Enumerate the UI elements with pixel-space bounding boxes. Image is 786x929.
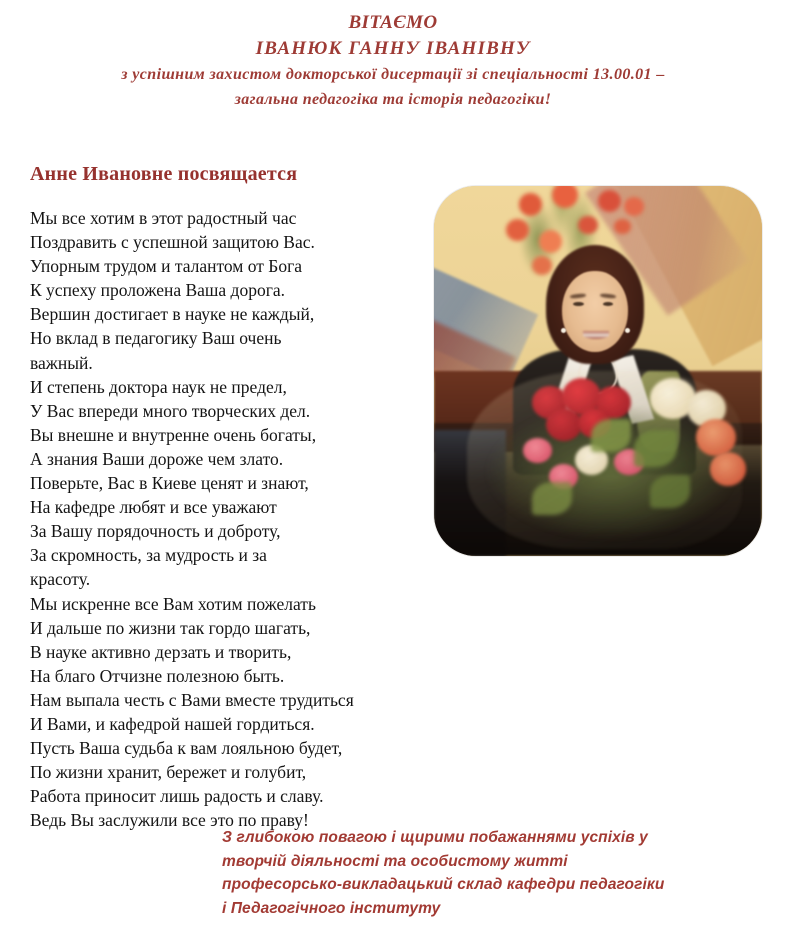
signature-line: творчій діяльності та особистому житті <box>222 852 568 870</box>
poem-line: А знания Ваши дороже чем злато. <box>30 448 284 469</box>
poem-line: За скромность, за мудрость и за <box>30 545 267 566</box>
poem-line: На кафедре любят и все уважают <box>30 497 277 518</box>
signature-line: професорсько-викладацький склад кафедри педагогіки <box>222 876 665 893</box>
poem-line: У Вас впереди много творческих дел. <box>30 400 311 421</box>
poem-line: Вы внешне и внутренне очень богаты, <box>30 424 317 445</box>
signature-line: З глибокою повагою і щирими побажаннями успіхів у <box>222 829 648 846</box>
signature-line: і Педагогічного інституту <box>222 899 441 917</box>
poem-line: Упорным трудом и талантом от Бога <box>30 256 303 277</box>
poem-line: И Вами, и кафедрой нашей гордиться. <box>30 713 315 734</box>
poem-body <box>30 206 390 832</box>
congratulation-header <box>0 10 786 112</box>
header-line-greeting: ВІТАЄМО <box>348 12 438 33</box>
honoree-photograph <box>434 186 762 556</box>
poem-line: важный. <box>30 352 93 373</box>
honoree-face <box>562 271 628 352</box>
poem-line: Ведь Вы заслужили все это по праву! <box>30 810 309 831</box>
background-bloom <box>519 193 542 215</box>
poem-line: Мы искренне все Вам хотим пожелать <box>30 593 316 614</box>
background-bloom <box>539 230 562 252</box>
poem-line: красоту. <box>30 569 91 590</box>
poem-line: По жизни хранит, бережет и голубит, <box>30 762 307 783</box>
background-bloom <box>578 216 598 235</box>
header-line-occasion: з успішним захистом докторської дисертації зі спеціальності 13.00.01 – <box>121 66 665 83</box>
poem-line: На благо Отчизне полезною быть. <box>30 665 285 686</box>
background-bloom <box>624 197 644 216</box>
background-bloom <box>614 219 630 234</box>
background-bloom <box>598 190 621 212</box>
poem-line: И степень доктора наук не предел, <box>30 376 287 397</box>
poem-line: Вершин достигает в науке не каждый, <box>30 304 315 325</box>
poem-line: Но вклад в педагогику Ваш очень <box>30 328 282 349</box>
bouquet-cellophane-wrap <box>467 371 743 549</box>
poem-dedication-title: Анне Ивановне посвящается <box>30 163 298 185</box>
poem-line: И дальше по жизни так гордо шагать, <box>30 617 311 638</box>
poem-line: За Вашу порядочность и доброту, <box>30 521 281 542</box>
background-bloom <box>532 256 552 275</box>
poem-line: Мы все хотим в этот радостный час <box>30 208 297 228</box>
poem-line: Работа приносит лишь радость и славу. <box>30 786 324 807</box>
poem-line: Поверьте, Вас в Киеве ценят и знают, <box>30 473 309 494</box>
signature-block <box>222 826 722 920</box>
header-line-honoree-name: ІВАНЮК ГАННУ ІВАНІВНУ <box>255 38 531 59</box>
poem-line: Нам выпала честь с Вами вместе трудиться <box>30 689 354 710</box>
poem-line: К успеху проложена Ваша дорога. <box>30 280 286 301</box>
header-line-specialty: загальна педагогіка та історія педагогіки! <box>234 91 552 108</box>
poem-line: Поздравить с успешной защитою Вас. <box>30 232 315 253</box>
poem-line: Пусть Ваша судьба к вам лояльною будет, <box>30 738 343 759</box>
poem-line: В науке активно дерзать и творить, <box>30 641 292 662</box>
honoree-earring-left <box>561 328 566 333</box>
